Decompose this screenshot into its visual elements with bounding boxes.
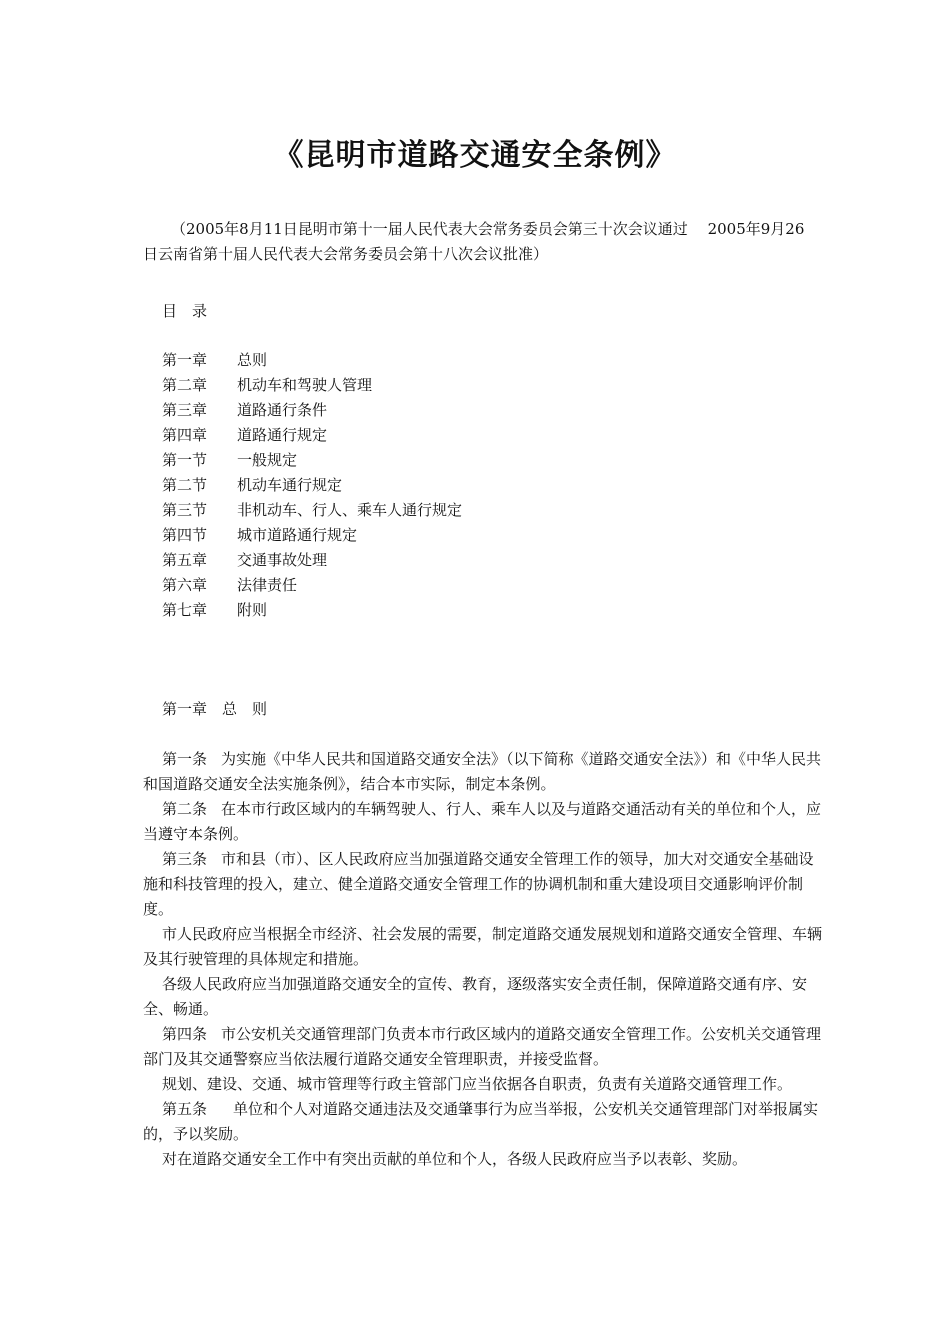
toc-item-title: 附则 <box>237 601 268 619</box>
article-label: 第五条 <box>162 1100 208 1118</box>
article-text: 各级人民政府应当加强道路交通安全的宣传、教育，逐级落实安全责任制，保障道路交通有序、安全、畅通。 <box>143 975 808 1018</box>
article-text: 为实施《中华人民共和国道路交通安全法》（以下简称《道路交通安全法》）和《中华人民共和国道路交通安全法实施条例》，结合本市实际，制定本条例。 <box>143 750 822 793</box>
toc-heading: 目 录 <box>162 302 208 320</box>
toc-item-number: 第七章 <box>162 601 208 619</box>
toc-item-number: 第二章 <box>162 376 208 394</box>
article-paragraph <box>143 922 823 972</box>
toc-item-number: 第三章 <box>162 401 208 419</box>
toc-item-number: 第五章 <box>162 551 208 569</box>
toc-item <box>162 473 462 498</box>
preamble: （2005年8月11日昆明市第十一届人民代表大会常务委员会第三十次会议通过 2005年9月26日云南省第十届人民代表大会常务委员会第十八次会议批准） <box>143 220 805 263</box>
toc-item <box>162 348 462 373</box>
toc-item <box>162 548 462 573</box>
article-text: 规划、建设、交通、城市管理等行政主管部门应当依据各自职责，负责有关道路交通管理工作。 <box>162 1075 793 1093</box>
toc-item-title: 法律责任 <box>237 576 298 594</box>
toc-item-title: 一般规定 <box>237 451 298 469</box>
toc-item-number: 第一节 <box>162 451 208 469</box>
document-body <box>143 747 823 1172</box>
toc-item-title: 道路通行规定 <box>237 426 328 444</box>
toc-item <box>162 373 462 398</box>
article-text: 市公安机关交通管理部门负责本市行政区域内的道路交通安全管理工作。公安机关交通管理部门及其交通警察应当依法履行道路交通安全管理职责，并接受监督。 <box>143 1025 822 1068</box>
article-paragraph <box>143 747 823 797</box>
article-paragraph <box>143 1072 823 1097</box>
article-label: 第一条 <box>162 750 208 768</box>
table-of-contents <box>162 348 462 623</box>
article-text: 在本市行政区域内的车辆驾驶人、行人、乘车人以及与道路交通活动有关的单位和个人，应当遵守本条例。 <box>143 800 822 843</box>
article-text: 市和县（市）、区人民政府应当加强道路交通安全管理工作的领导，加大对交通安全基础设施和科技管理的投入，建立、健全道路交通安全管理工作的协调机制和重大建设项目交通影响评价制度。 <box>143 850 814 918</box>
toc-item-number: 第四章 <box>162 426 208 444</box>
chapter-heading: 第一章 总 则 <box>162 700 268 718</box>
toc-item-title: 非机动车、行人、乘车人通行规定 <box>237 501 463 519</box>
article-label: 第二条 <box>162 800 208 818</box>
toc-item-number: 第六章 <box>162 576 208 594</box>
toc-item-number: 第二节 <box>162 476 208 494</box>
toc-item-number: 第三节 <box>162 501 208 519</box>
toc-item <box>162 498 462 523</box>
toc-item-title: 道路通行条件 <box>237 401 328 419</box>
article-paragraph <box>143 972 823 1022</box>
article-paragraph <box>143 1022 823 1072</box>
article-label: 第四条 <box>162 1025 208 1043</box>
toc-item <box>162 598 462 623</box>
toc-item <box>162 448 462 473</box>
toc-item-title: 交通事故处理 <box>237 551 328 569</box>
article-text: 对在道路交通安全工作中有突出贡献的单位和个人，各级人民政府应当予以表彰、奖励。 <box>162 1150 748 1168</box>
article-text: 市人民政府应当根据全市经济、社会发展的需要，制定道路交通发展规划和道路交通安全管理、车辆及其行驶管理的具体规定和措施。 <box>143 925 823 968</box>
article-label: 第三条 <box>162 850 208 868</box>
article-text: 单位和个人对道路交通违法及交通肇事行为应当举报，公安机关交通管理部门对举报属实的，予以奖励。 <box>143 1100 819 1143</box>
toc-item-title: 总则 <box>237 351 268 369</box>
toc-item-title: 城市道路通行规定 <box>237 526 358 544</box>
article-paragraph <box>143 797 823 847</box>
document-title: 《昆明市道路交通安全条例》 <box>273 138 677 173</box>
toc-item <box>162 423 462 448</box>
toc-item-number: 第一章 <box>162 351 208 369</box>
article-paragraph <box>143 1147 823 1172</box>
toc-item-title: 机动车和驾驶人管理 <box>237 376 373 394</box>
toc-item-number: 第四节 <box>162 526 208 544</box>
toc-item <box>162 398 462 423</box>
toc-item <box>162 573 462 598</box>
toc-item <box>162 523 462 548</box>
article-paragraph <box>143 847 823 922</box>
article-paragraph <box>143 1097 823 1147</box>
toc-item-title: 机动车通行规定 <box>237 476 343 494</box>
